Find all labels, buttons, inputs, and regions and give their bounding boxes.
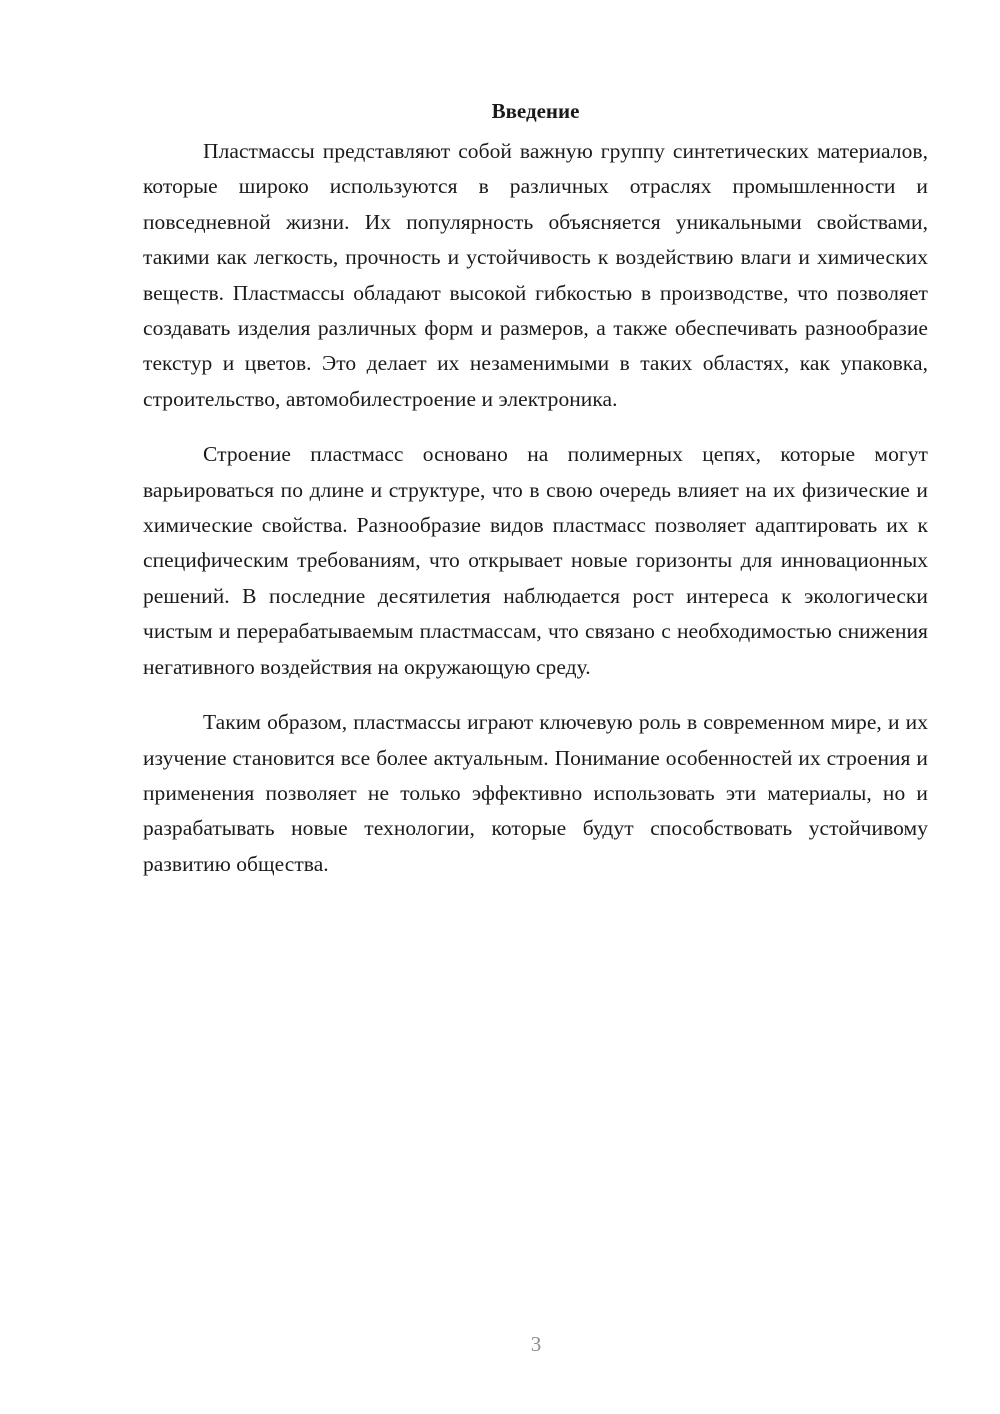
paragraph-1: Пластмассы представляют собой важную группу синтетических материалов, которые широко используются в различных отраслях промышленности и повседневной жизни. Их популярность объясняется уникальными свойствами, такими как легкость, прочность и устойчивость к воздействию влаги и химических веществ. Пластмассы обладают высокой гибкостью в производстве, что позволяет создавать изделия различных форм и размеров, а также обеспечивать разнообразие текстур и цветов. Это делает их незаменимыми в таких областях, как упаковка, строительство, автомобилестроение и электроника. xyxy=(143,139,928,411)
section-heading: Введение xyxy=(491,99,580,123)
page-number: 3 xyxy=(530,1332,542,1356)
paragraph-2: Строение пластмасс основано на полимерных цепях, которые могут варьироваться по длине и структуре, что в свою очередь влияет на их физические и химические свойства. Разнообразие видов пластмасс позволяет адаптировать их к специфическим требованиям, что открывает новые горизонты для инновационных решений. В последние десятилетия наблюдается рост интереса к экологически чистым и перерабатываемым пластмассам, что связано с необходимостью снижения негативного воздействия на окружающую среду. xyxy=(143,442,928,679)
page-content xyxy=(143,94,928,902)
paragraph-3: Таким образом, пластмассы играют ключевую роль в современном мире, и их изучение становится все более актуальным. Понимание особенностей их строения и применения позволяет не только эффективно использовать эти материалы, но и разрабатывать новые технологии, которые будут способствовать устойчивому развитию общества. xyxy=(143,710,928,876)
